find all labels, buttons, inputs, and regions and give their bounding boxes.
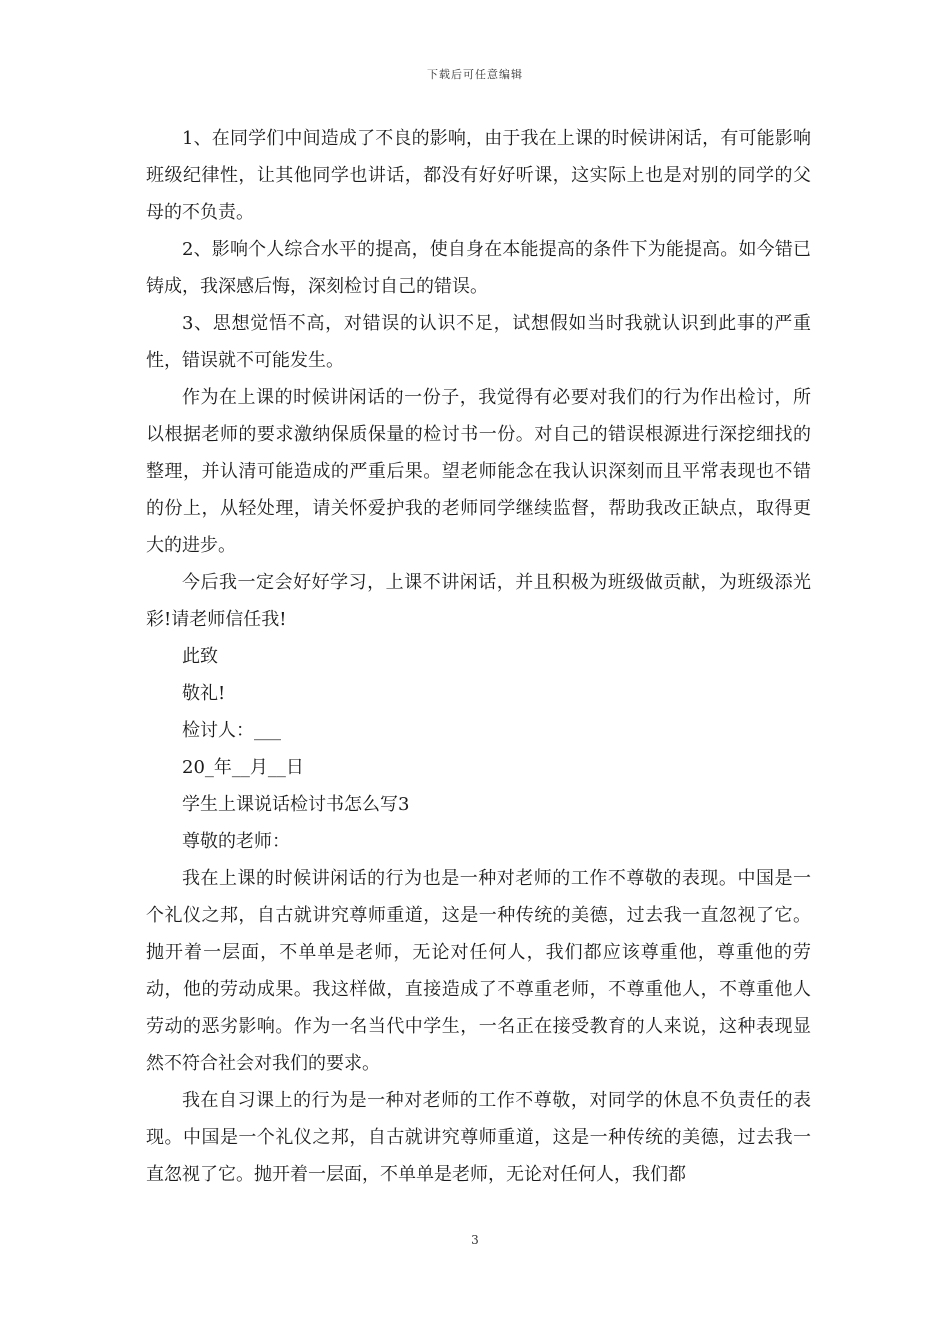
paragraph-self-study: 我在自习课上的行为是一种对老师的工作不尊敬，对同学的休息不负责任的表现。中国是一个礼仪之邦，自古就讲究尊师重道，这是一种传统的美德，过去我一直忽视了它。抛开着一层面，不单单是老师，无论对任何人，我们都	[146, 1090, 811, 1185]
paragraph-point-2: 2、影响个人综合水平的提高，使自身在本能提高的条件下为能提高。如今错已铸成，我深感后悔，深刻检讨自己的错误。	[146, 239, 811, 297]
closing-salutation: 此致	[182, 646, 218, 667]
section-title: 学生上课说话检讨书怎么写3	[182, 794, 410, 815]
paragraph-point-3: 3、思想觉悟不高，对错误的认识不足，试想假如当时我就认识到此事的严重性，错误就不可能发生。	[146, 313, 811, 371]
paragraph-reflection: 作为在上课的时候讲闲话的一份子，我觉得有必要对我们的行为作出检讨，所以根据老师的要求激纳保质保量的检讨书一份。对自己的错误根源进行深挖细找的整理，并认清可能造成的严重后果。望老师能念在我认识深刻而且平常表现也不错的份上，从轻处理，请关怀爱护我的老师同学继续监督，帮助我改正缺点，取得更大的进步。	[146, 387, 811, 556]
greeting: 尊敬的老师：	[182, 831, 290, 852]
paragraph-promise: 今后我一定会好好学习，上课不讲闲话，并且积极为班级做贡献，为班级添光彩!请老师信任我!	[146, 572, 811, 630]
page-number: 3	[471, 1233, 479, 1247]
paragraph-point-1: 1、在同学们中间造成了不良的影响，由于我在上课的时候讲闲话，有可能影响班级纪律性，让其他同学也讲话，都没有好好听课，这实际上也是对别的同学的父母的不负责。	[146, 128, 811, 223]
page-header: 下载后可任意编辑	[427, 68, 523, 81]
paragraph-respect: 我在上课的时候讲闲话的行为也是一种对老师的工作不尊敬的表现。中国是一个礼仪之邦，自古就讲究尊师重道，这是一种传统的美德，过去我一直忽视了它。抛开着一层面，不单单是老师，无论对任何人，我们都应该尊重他，尊重他的劳动，他的劳动成果。我这样做，直接造成了不尊重老师，不尊重他人，不尊重他人劳动的恶劣影响。作为一名当代中学生，一名正在接受教育的人来说，这种表现显然不符合社会对我们的要求。	[146, 868, 811, 1074]
document-body	[146, 120, 811, 1193]
date-line: 20_年__月__日	[182, 757, 304, 778]
signature-line: 检讨人：___	[182, 720, 281, 741]
closing-regards: 敬礼!	[182, 683, 226, 704]
